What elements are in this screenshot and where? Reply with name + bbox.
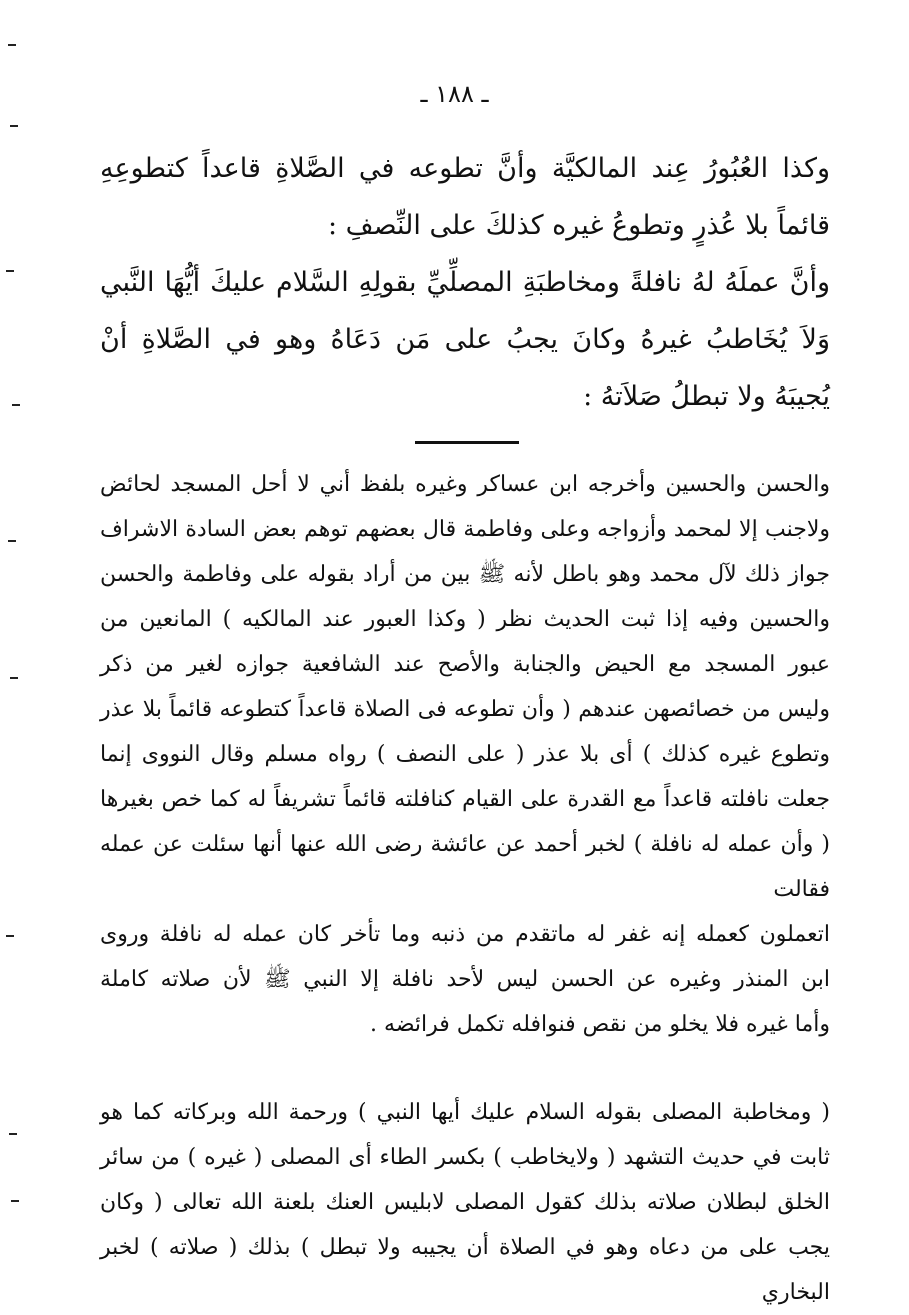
- main-text-paragraph: وكذا العُبُورُ عِند المالكيَّة وأنَّ تطوعه في الصَّلاةِ قاعداً كتطوعِهِ قائماً بلا عُذرٍ وتطوعُ غيره كذلكَ على النِّصفِ :: [100, 153, 830, 241]
- scan-mark: [8, 44, 16, 46]
- section-divider: [415, 441, 519, 444]
- commentary-line: ابن المنذر وغيره عن الحسن ليس لأحد نافلة إلا النبي ﷺ لأن صلاته كاملة: [100, 967, 830, 992]
- commentary-block-1: [100, 462, 830, 1047]
- main-text: [100, 140, 830, 425]
- scan-mark: [8, 540, 16, 542]
- scan-mark: [6, 270, 14, 272]
- scan-mark: [10, 125, 18, 127]
- commentary-line: وأما غيره فلا يخلو من نقص فنوافله تكمل فرائضه .: [370, 1012, 830, 1037]
- commentary-line: ثابت في حديث التشهد ( ولايخاطب ) بكسر الطاء أى المصلى ( غيره ) من سائر: [100, 1145, 830, 1170]
- commentary-line: والحسين وفيه إذا ثبت الحديث نظر ( وكذا العبور عند المالكيه ) المانعين من: [100, 607, 830, 632]
- page-number: ـ ١٨٨ ـ: [420, 80, 489, 108]
- commentary-line: اتعملون كعمله إنه غفر له ماتقدم من ذنبه وما تأخر كان عمله له نافلة وروى: [100, 922, 830, 947]
- commentary-line: ( ومخاطبة المصلى بقوله السلام عليك أيها النبي ) ورحمة الله وبركاته كما هو: [100, 1100, 830, 1125]
- commentary-line: ( وأن عمله له نافلة ) لخبر أحمد عن عائشة رضى الله عنها أنها سئلت عن عمله فقالت: [100, 832, 830, 902]
- scan-mark: [10, 677, 18, 679]
- commentary-line: ولاجنب إلا لمحمد وأزواجه وعلى وفاطمة قال بعضهم توهم بعض السادة الاشراف: [100, 517, 830, 542]
- scan-mark: [12, 404, 20, 406]
- commentary-block-2: [100, 1090, 830, 1315]
- commentary-line: والحسن والحسين وأخرجه ابن عساكر وغيره بلفظ أني لا أحل المسجد لحائض: [100, 472, 830, 497]
- commentary-line: جعلت نافلته قاعداً مع القدرة على القيام كنافلته قائماً تشريفاً له كما خص بغيرها: [100, 787, 830, 812]
- commentary-line: وليس من خصائصهن عندهم ( وأن تطوعه فى الصلاة قاعداً كتطوعه قائماً بلا عذر: [100, 697, 830, 722]
- commentary-line: الخلق لبطلان صلاته بذلك كقول المصلى لابليس العنك بلعنة الله تعالى ( وكان: [100, 1190, 830, 1215]
- main-text-paragraph: وأنَّ عملَهُ لهُ نافلةً ومخاطبَةِ المصلِّيِّ بقولِهِ السَّلام عليكَ أيُّهَا النَّبي وَلاَ يُخَاطبُ غيرهُ وكانَ يجبُ على مَن دَعَاهُ وهو في الصَّلاةِ أنْ يُجيبَهُ ولا تبطلُ صَلاَتهُ :: [100, 267, 830, 412]
- commentary-line: وتطوع غيره كذلك ) أى بلا عذر ( على النصف ) رواه مسلم وقال النووى إنما: [100, 742, 830, 767]
- scan-mark: [11, 1200, 19, 1202]
- commentary-line: عبور المسجد مع الحيض والجنابة والأصح عند الشافعية جوازه لغير من ذكر: [100, 652, 830, 677]
- scan-mark: [9, 1133, 17, 1135]
- scan-mark: [6, 935, 14, 937]
- commentary-line: جواز ذلك لآل محمد وهو باطل لأنه ﷺ بين من أراد بقوله على وفاطمة والحسن: [100, 562, 830, 587]
- commentary-line: يجب على من دعاه وهو في الصلاة أن يجيبه ولا تبطل ) بذلك ( صلاته ) لخبر البخاري: [100, 1235, 830, 1305]
